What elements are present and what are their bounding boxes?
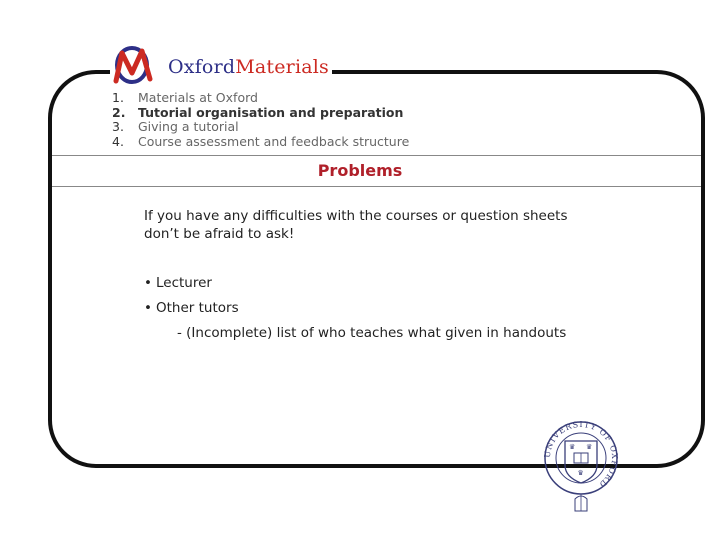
contents-item-number: 2. [112, 104, 126, 120]
crest-ring-text: UNIVERSITY OF OXFORD [543, 419, 619, 490]
bullet-item-other-tutors [144, 299, 239, 317]
svg-text:♛: ♛ [586, 443, 593, 451]
contents-item-number: 3. [112, 119, 124, 135]
bullet-marker: • [144, 275, 152, 291]
slide-body [144, 207, 604, 341]
oxford-materials-logo-icon [110, 41, 162, 91]
bullet-item-lecturer [144, 274, 212, 292]
contents-item-label: Tutorial organisation and preparation [138, 104, 404, 120]
contents-item-3 [112, 120, 409, 135]
contents-item-number: 4. [112, 133, 124, 149]
section-title: Problems [317, 161, 403, 180]
logo-oxford-text: Oxford [168, 56, 236, 78]
svg-text:♛: ♛ [569, 443, 576, 451]
contents-item-label: Course assessment and feedback structure [138, 133, 410, 149]
contents-item-label: Giving a tutorial [138, 119, 239, 135]
sub-item-handouts: - (Incomplete) list of who teaches what given in handouts [177, 325, 567, 341]
svg-text:♛: ♛ [577, 469, 584, 477]
university-crest-icon [543, 415, 619, 515]
contents-item-1 [112, 91, 409, 106]
logo-materials-text: Materials [235, 56, 329, 78]
contents-item-2 [112, 106, 409, 121]
intro-paragraph: If you have any difficulties with the courses or question sheets don’t be afraid to ask! [144, 208, 568, 242]
contents-list [112, 91, 409, 149]
oxford-materials-logo [110, 40, 332, 92]
bullet-text: Other tutors [156, 300, 239, 316]
contents-item-label: Materials at Oxford [138, 90, 258, 105]
bullet-marker: • [144, 300, 152, 316]
contents-item-number: 1. [112, 90, 124, 105]
oxford-university-crest [543, 415, 619, 515]
contents-item-4 [112, 135, 409, 150]
logo-wordmark [168, 56, 329, 78]
bullet-text: Lecturer [156, 275, 212, 291]
